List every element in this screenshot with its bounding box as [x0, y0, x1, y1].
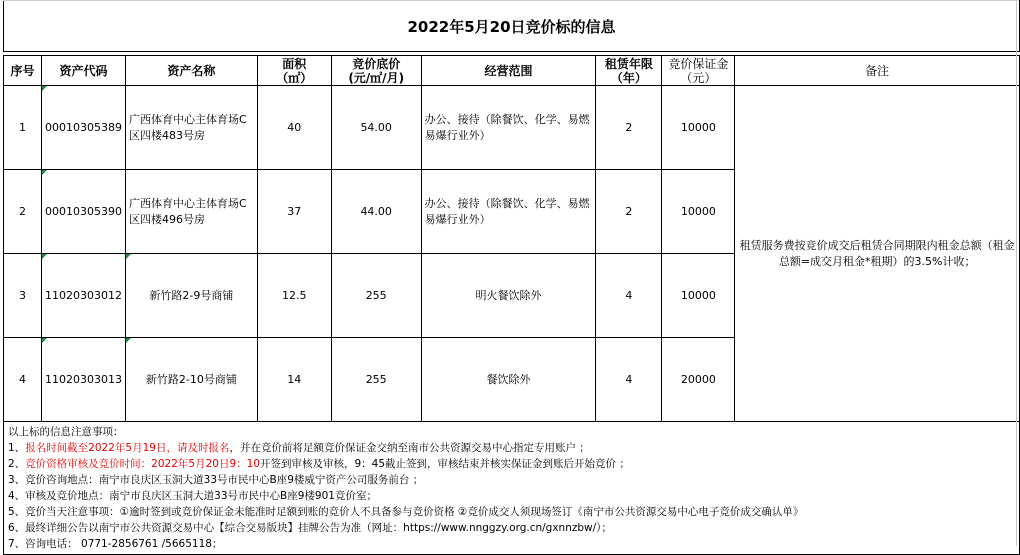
note-3: 3、竞价咨询地点：南宁市良庆区玉洞大道33号市民中心B座9楼威宁资产公司服务前台 ； — [8, 474, 424, 486]
cell-price[interactable]: 255 — [331, 338, 421, 422]
note-6: 6、最终详细公告以南宁市公共资源交易中心【综合交易版块】挂牌公告为准（网址：https://www.nnggzy.org.cn/gxnnzbw/）； — [8, 522, 612, 534]
cell-scope[interactable]: 办公、接待（除餐饮、化学、易燃易爆行业外） — [421, 170, 596, 254]
note-1-prefix: 1、 — [8, 442, 26, 454]
cell-scope[interactable]: 餐饮除外 — [421, 338, 596, 422]
cell-deposit[interactable]: 10000 — [662, 170, 735, 254]
note-1-highlight: 报名时间截至2022年5月19日，请及时报名 — [25, 442, 230, 454]
cell-area[interactable]: 37 — [257, 170, 331, 254]
cell-code[interactable]: 11020303012 — [41, 254, 125, 338]
cell-deposit[interactable]: 10000 — [662, 86, 735, 170]
cell-scope[interactable]: 办公、接待（除餐饮、化学、易燃易爆行业外） — [421, 86, 596, 170]
header-area[interactable] — [257, 56, 331, 86]
header-area-l1: 面积 — [282, 56, 307, 71]
header-row — [4, 56, 1020, 86]
header-price-l2: (元/㎡/月) — [348, 70, 405, 85]
cell-code[interactable]: 00010305390 — [41, 170, 125, 254]
cell-seq[interactable]: 2 — [4, 170, 42, 254]
cell-years[interactable]: 4 — [596, 254, 662, 338]
header-seq[interactable]: 序号 — [4, 56, 42, 86]
cell-remark[interactable]: 租赁服务费按竞价成交后租赁合同期限内租金总额（租金总额=成交月租金*租期）的3.5%计收； — [735, 86, 1020, 422]
cell-code[interactable]: 00010305389 — [41, 86, 125, 170]
header-deposit-l2: （元） — [680, 70, 717, 85]
header-price-l1: 竞价底价 — [352, 56, 401, 71]
header-years-l1: 租赁年限 — [604, 56, 653, 71]
cell-seq[interactable]: 4 — [4, 338, 42, 422]
note-5: 5、竞价当天注意事项：①逾时签到或竞价保证金未能准时足额到账的竞价人不具备参与竞价资格 ②竞价成交人须现场签订《南宁市公共资源交易中心电子竞价成交确认单》 — [8, 506, 804, 518]
header-remark[interactable]: 备注 — [735, 56, 1020, 86]
note-1-rest: ，并在竞价前将足额竞价保证金交纳至南市公共资源交易中心指定专用账户 ； — [229, 442, 590, 454]
cell-years[interactable]: 2 — [596, 170, 662, 254]
sheet-edge — [1016, 0, 1017, 546]
cell-price[interactable]: 44.00 — [331, 170, 421, 254]
header-area-l2: （㎡） — [276, 70, 313, 85]
cell-area[interactable]: 40 — [257, 86, 331, 170]
header-deposit[interactable] — [662, 56, 735, 86]
cell-name[interactable]: 新竹路2-10号商铺 — [125, 338, 257, 422]
notes-intro: 以上标的信息注意事项： — [8, 426, 124, 438]
note-2 — [8, 456, 1015, 472]
table-row — [4, 86, 1020, 170]
cell-area[interactable]: 14 — [257, 338, 331, 422]
header-code[interactable]: 资产代码 — [41, 56, 125, 86]
cell-years[interactable]: 2 — [596, 86, 662, 170]
cell-name[interactable]: 广西体育中心主体育场C区四楼496号房 — [125, 170, 257, 254]
note-2-highlight: 竞价资格审核及竞价时间：2022年5月20日9：10 — [25, 458, 260, 470]
header-scope[interactable]: 经营范围 — [421, 56, 596, 86]
cell-price[interactable]: 255 — [331, 254, 421, 338]
cell-seq[interactable]: 3 — [4, 254, 42, 338]
header-price[interactable] — [331, 56, 421, 86]
header-deposit-l1: 竞价保证金 — [668, 56, 729, 71]
note-4: 4、审核及竞价地点：南宁市良庆区玉洞大道33号市民中心B座9楼901竞价室； — [8, 490, 377, 502]
cell-scope[interactable]: 明火餐饮除外 — [421, 254, 596, 338]
cell-seq[interactable]: 1 — [4, 86, 42, 170]
table-title[interactable]: 2022年5月20日竞价标的信息 — [4, 1, 1020, 52]
header-name[interactable]: 资产名称 — [125, 56, 257, 86]
cell-deposit[interactable]: 10000 — [662, 254, 735, 338]
notes-cell[interactable] — [4, 422, 1020, 555]
cell-deposit[interactable]: 20000 — [662, 338, 735, 422]
note-2-rest: 开签到审核及审核，9：45截止签到，审核结束并核实保证金到账后开始竞价 ； — [260, 458, 630, 470]
cell-price[interactable]: 54.00 — [331, 86, 421, 170]
header-years-l2: （年） — [610, 70, 647, 85]
cell-name[interactable]: 广西体育中心主体育场C区四楼483号房 — [125, 86, 257, 170]
bid-info-table — [3, 0, 1020, 555]
note-2-prefix: 2、 — [8, 458, 26, 470]
cell-years[interactable]: 4 — [596, 338, 662, 422]
note-7: 7、咨询电话： 0771-2856761 /5665118； — [8, 538, 223, 550]
cell-name[interactable]: 新竹路2-9号商铺 — [125, 254, 257, 338]
header-years[interactable] — [596, 56, 662, 86]
note-1 — [8, 440, 1015, 456]
cell-code[interactable]: 11020303013 — [41, 338, 125, 422]
cell-area[interactable]: 12.5 — [257, 254, 331, 338]
